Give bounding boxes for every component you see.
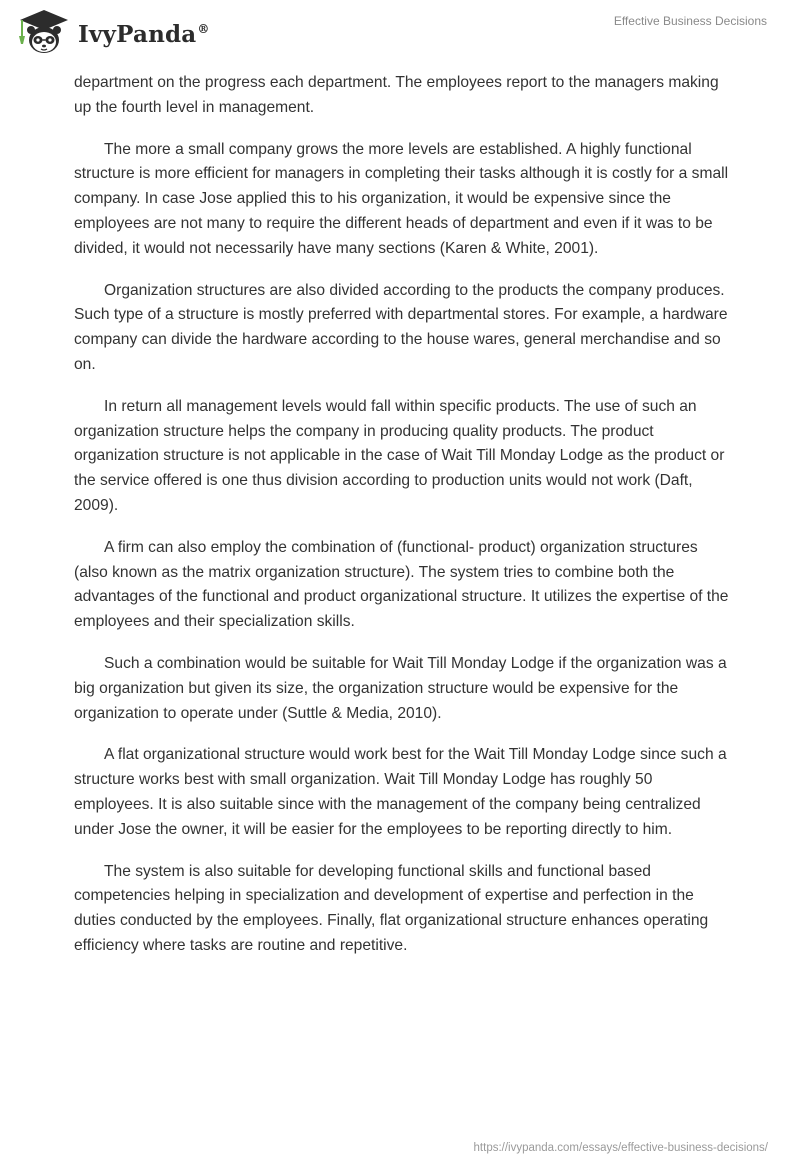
paragraph: Such a combination would be suitable for Wait Till Monday Lodge if the organization was a big organization but given its size, the organization structure would be expensive for the organization to operate under (Suttle & Media, 2010). — [74, 654, 727, 722]
paragraph: In return all management levels would fall within specific products. The use of such an organization structure helps the company in producing quality products. The product organization structure is not applicable in the case of Wait Till Monday Lodge as the product or the service offered is one thus division according to production units would not work (Daft, 2009). — [74, 397, 725, 514]
panda-graduation-cap-icon — [12, 6, 76, 58]
brand-logo[interactable] — [12, 6, 210, 58]
brand-name: IvyPanda® — [78, 20, 210, 48]
source-url[interactable]: https://ivypanda.com/essays/effective-business-decisions/ — [473, 1142, 768, 1154]
page-header — [0, 0, 800, 64]
paragraph: A firm can also employ the combination of (functional- product) organization structures (also known as the matrix organization structure). The system tries to combine both the advantages of the functional and product organizational structure. It utilizes the expertise of the employees and their specialization skills. — [74, 538, 729, 631]
document-title: Effective Business Decisions — [613, 14, 767, 28]
paragraph: The more a small company grows the more levels are established. A highly functional structure is more efficient for managers in completing their tasks although it is costly for a small company. In case Jose applied this to his organization, it would be expensive since the employees are not many to require the different heads of department and even if it was to be divided, it would not necessarily have many sections (Karen & White, 2001). — [74, 140, 729, 257]
paragraph: department on the progress each department. The employees report to the managers making up the fourth level in management. — [74, 74, 719, 116]
paragraph: Organization structures are also divided according to the products the company produces. Such type of a structure is mostly preferred with departmental stores. For example, a hardware company can divide the hardware according to the house wares, general merchandise and so on. — [74, 281, 728, 373]
essay-body — [74, 71, 734, 976]
paragraph: A flat organizational structure would work best for the Wait Till Monday Lodge since such a structure works best with small organization. Wait Till Monday Lodge has roughly 50 employees. It is also suitable since with the management of the company being centralized under Jose the owner, it will be easier for the employees to be reporting directly to him. — [74, 746, 727, 838]
paragraph: The system is also suitable for developing functional skills and functional based competencies helping in specialization and development of expertise and perfection in the duties conducted by the employees. Finally, flat organizational structure enhances operating efficiency where tasks are routine and repetitive. — [74, 862, 709, 954]
